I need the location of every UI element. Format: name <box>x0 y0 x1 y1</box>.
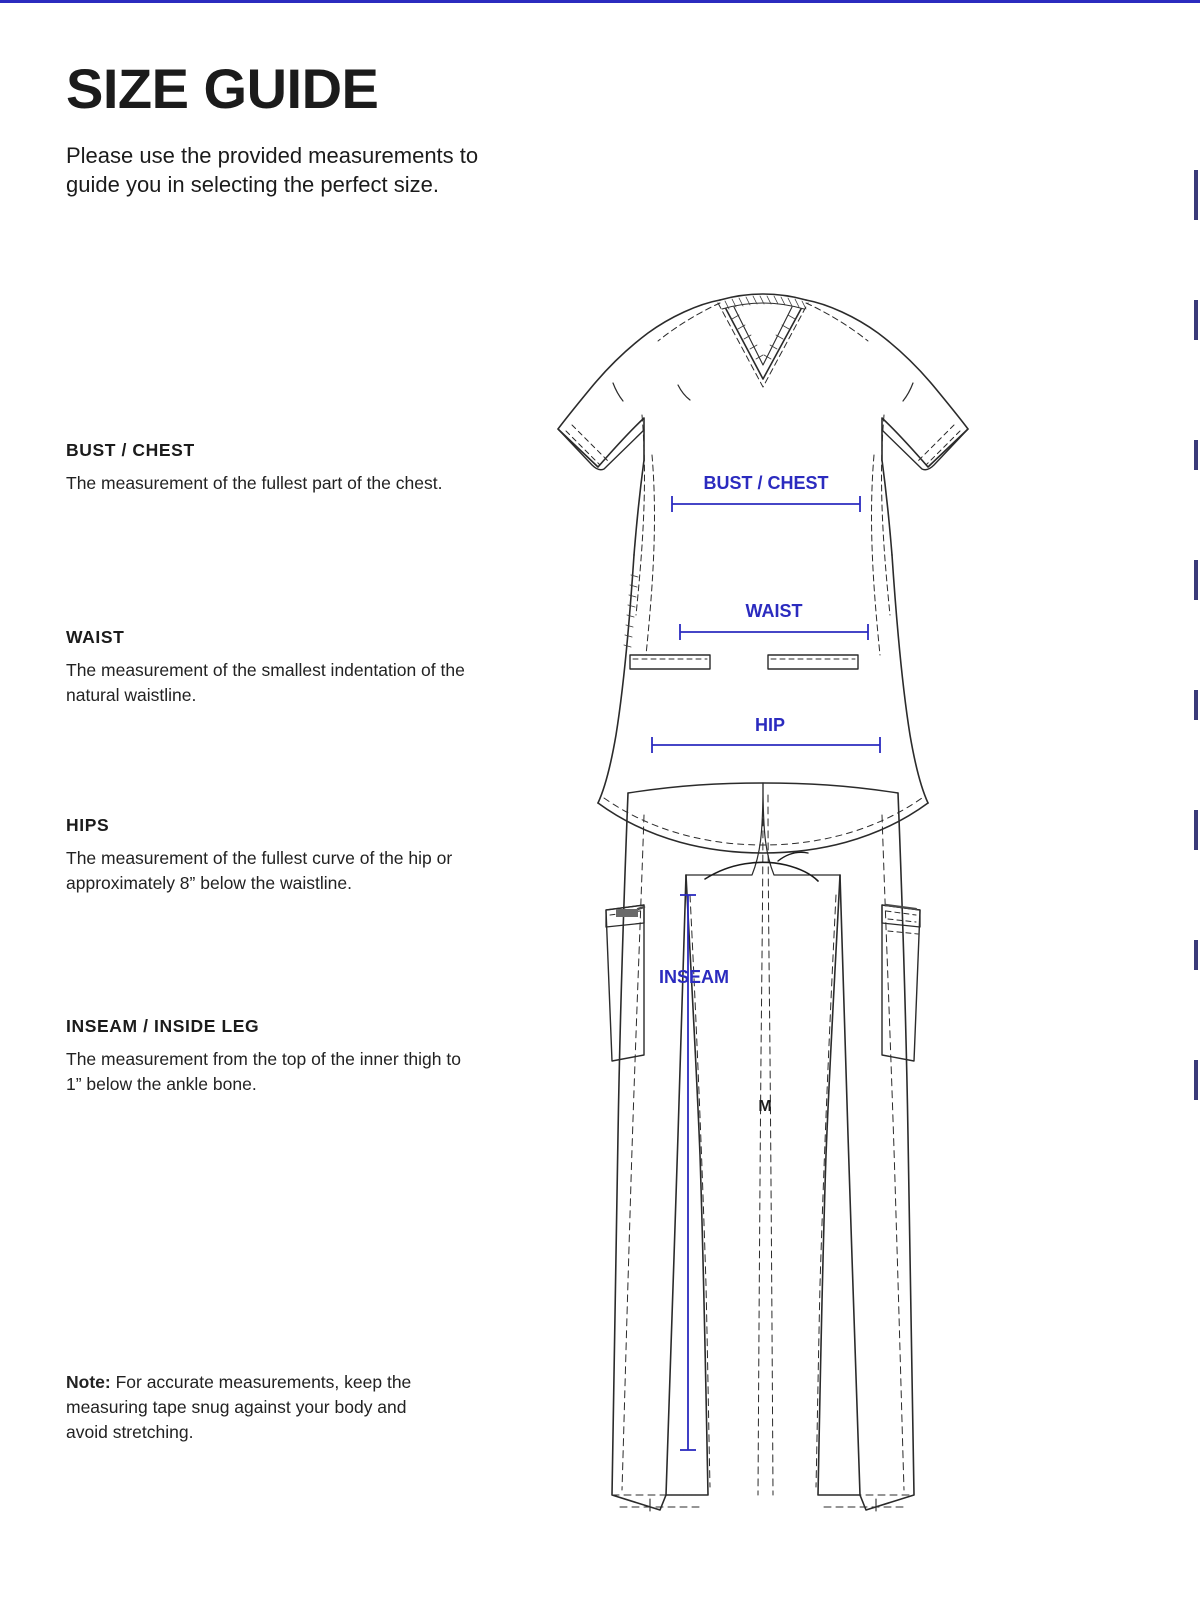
label-size-mark: M <box>758 1098 772 1115</box>
label-waist: WAIST <box>745 601 803 621</box>
intro-block <box>66 57 536 199</box>
section-body-hips: The measurement of the fullest curve of the hip or approximately 8” below the waistline. <box>66 848 453 893</box>
intro-text: Please use the provided measurements to guide you in selecting the perfect size. <box>66 142 479 198</box>
note-label: Note: <box>66 1372 111 1392</box>
section-waist <box>66 627 466 708</box>
section-body-waist: The measurement of the smallest indentation of the natural waistline. <box>66 660 465 705</box>
note-block <box>66 1370 436 1445</box>
page-edge-marks <box>1194 0 1200 1600</box>
section-heading-inseam: INSEAM / INSIDE LEG <box>66 1016 260 1036</box>
page-title: SIZE GUIDE <box>66 57 379 120</box>
label-inseam: INSEAM <box>658 967 730 987</box>
label-hip: HIP <box>754 715 786 735</box>
section-hips <box>66 815 466 896</box>
section-body-inseam: The measurement from the top of the inner thigh to 1” below the ankle bone. <box>66 1049 461 1094</box>
label-bust: BUST / CHEST <box>703 473 829 493</box>
note-body: For accurate measurements, keep the measuring tape snug against your body and avoid stretching. <box>66 1372 412 1442</box>
garment-diagram <box>520 255 1040 1545</box>
section-inseam <box>66 1016 466 1097</box>
top-accent-rule <box>0 0 1200 3</box>
section-heading-bust: BUST / CHEST <box>66 440 195 460</box>
section-heading-hips: HIPS <box>66 815 110 835</box>
section-heading-waist: WAIST <box>66 627 125 647</box>
section-bust-chest <box>66 440 466 496</box>
section-body-bust: The measurement of the fullest part of the chest. <box>66 473 443 493</box>
